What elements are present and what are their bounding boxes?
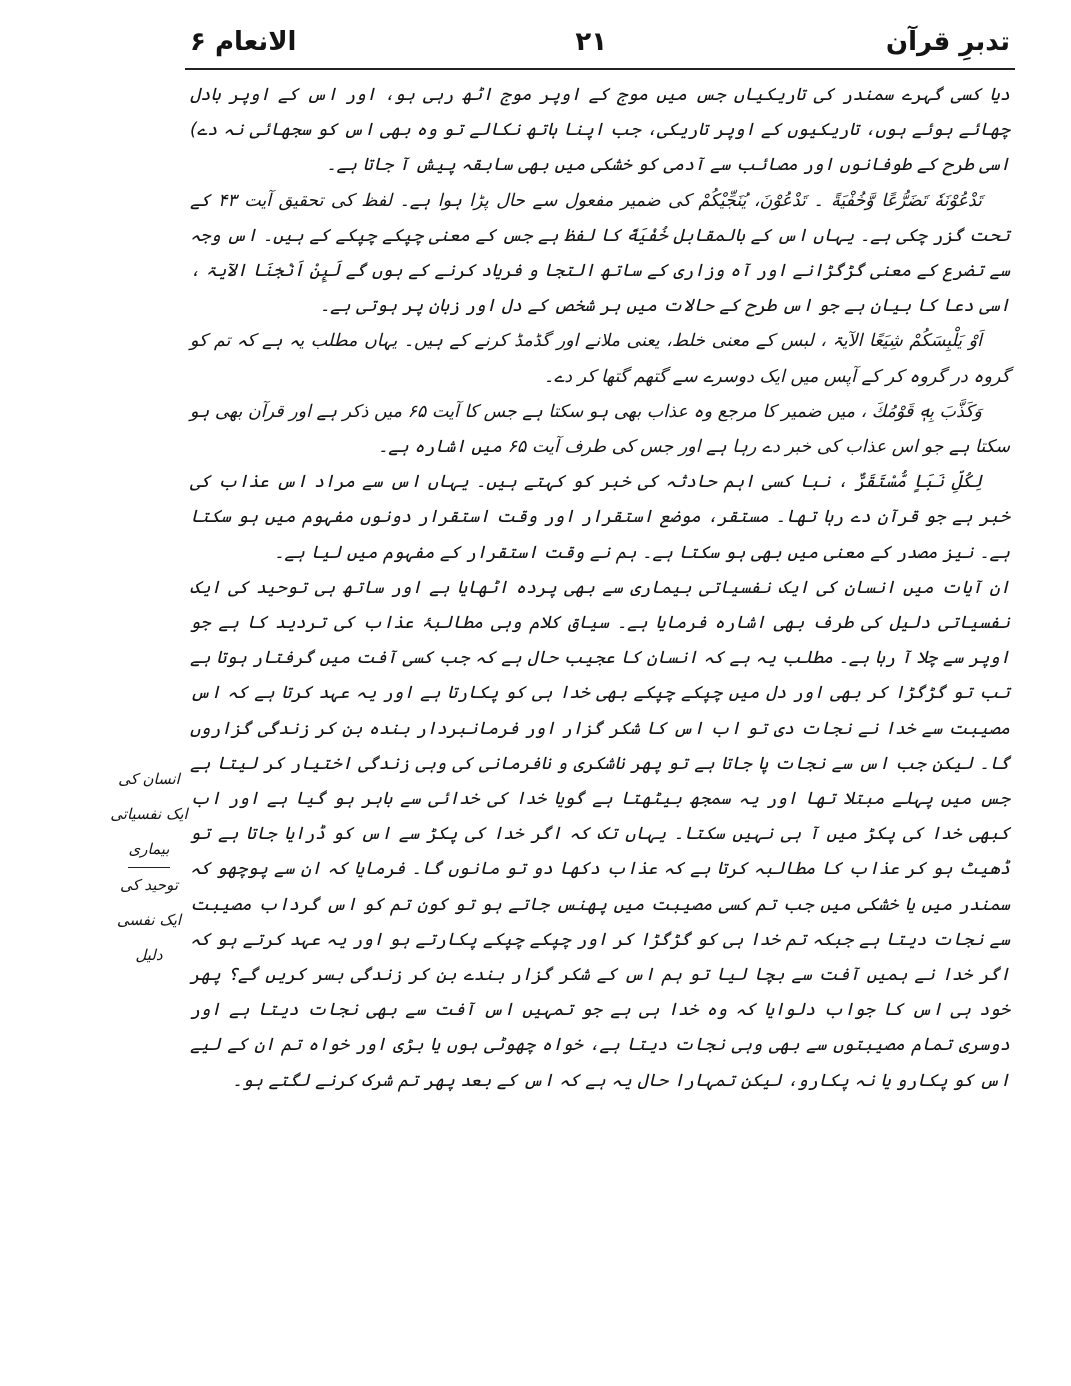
body-text	[190, 78, 1010, 1099]
margin-notes	[108, 762, 190, 973]
paragraph: لِكُلِّ نَبَاٍ مُّسْتَقَرٌّ ، نبا کسی اہم حادثہ کی خبر کو کہتے ہیں۔ یہاں اس سے مراد اس عذاب کی خبر ہے جو قرآن دے رہا تھا۔ مستقر، موضع استقرار اور وقت استقرار دونوں مفہوم میں ہو سکتا ہے۔ نیز مصدر کے معنی میں بھی ہو سکتا ہے۔ ہم نے وقت استقرار کے مفہوم میں لیا ہے۔	[190, 472, 1010, 563]
paragraph: دیا کسی گہرے سمندر کی تاریکیاں جس میں موج کے اوپر موج اٹھ رہی ہو، اور اس کے اوپر بادل چھائے ہوئے ہوں، تاریکیوں کے اوپر تاریکی، جب اپنا ہاتھ نکالے تو وہ بھی اس کو سجھائی نہ دے) اسی طرح کے طوفانوں اور مصائب سے آدمی کو خشکی میں بھی سابقہ پیش آ جاتا ہے۔	[190, 85, 1010, 176]
paragraph: وَكَذَّبَ بِهٖ قَوْمُكَ ، میں ضمیر کا مرجع وہ عذاب بھی ہو سکتا ہے جس کا آیت ۶۵ میں ذکر ہے اور قرآن بھی ہو سکتا ہے جو اس عذاب کی خبر دے رہا ہے اور جس کی طرف آیت ۶۵ میں اشارہ ہے۔	[189, 401, 1010, 458]
paragraph: ان آیات میں انسان کی ایک نفسیاتی بیماری سے بھی پردہ اٹھایا ہے اور ساتھ ہی توحید کی ایک نفسیاتی دلیل کی طرف بھی اشارہ فرمایا ہے۔ سیاق کلام وہی مطالبۂ عذاب کی تردید کا ہے جو اوپر سے چلا آ رہا ہے۔ مطلب یہ ہے کہ انسان کا عجیب حال ہے کہ جب کسی آفت میں گرفتار ہوتا ہے تب تو گڑگڑا کر بھی اور دل میں چپکے چپکے بھی خدا ہی کو پکارتا ہے اور یہ عہد کرتا ہے کہ اس مصیبت سے خدا نے نجات دی تو اب اس کا شکر گزار اور فرمانبردار بندہ بن کر زندگی گزاروں گا۔ لیکن جب اس سے نجات پا جاتا ہے تو پھر ناشکری و نافرمانی کی وہی زندگی اختیار کر لیتا ہے جس میں پہلے مبتلا تھا اور یہ سمجھ بیٹھتا ہے گویا خدا کی خدائی سے باہر ہو گیا ہے اور اب کبھی خدا کی پکڑ میں آ ہی نہیں سکتا۔ یہاں تک کہ اگر خدا کی پکڑ سے اس کو ڈرایا جاتا ہے تو ڈھیٹ ہو کر عذاب کا مطالبہ کرتا ہے کہ عذاب دکھا دو تو مانوں گا۔ فرمایا کہ ان سے پوچھو کہ سمندر میں یا خشکی میں جب تم کسی مصیبت میں پھنس جاتے ہو تو کون تم کو اس گرداب مصیبت سے نجات دیتا ہے جبکہ تم خدا ہی کو گڑگڑا کر اور چپکے چپکے پکارتے ہو اور یہ عہد کرتے ہو کہ اگر خدا نے ہمیں آفت سے بچا لیا تو ہم اس کے شکر گزار بندے بن کر زندگی بسر کریں گے؟ پھر خود ہی اس کا جواب دلوایا کہ وہ خدا ہی ہے جو تمہیں اس آفت سے بھی نجات دیتا ہے اور دوسری تمام مصیبتوں سے بھی وہی نجات دیتا ہے، خواہ چھوٹی ہوں یا بڑی اور خواہ تم ان کے لیے اس کو پکارو یا نہ پکارو، لیکن تمہارا حال یہ ہے کہ اس کے بعد پھر تم شرک کرنے لگتے ہو۔	[190, 577, 1010, 1091]
surah-name: الانعام ۶	[190, 27, 297, 57]
margin-note: توحید کی ایک نفسی دلیل	[116, 876, 182, 964]
paragraph: تَدْعُوْنَهٗ تَضَرُّعًا وَّخُفْيَةً ۔ تَدْعُوْنَ، يُنَجِّيْكُمْ کی ضمیر مفعول سے حال پڑا ہوا ہے۔ لفظ کی تحقیق آیت ۴۳ کے تحت گزر چکی ہے۔ یہاں اس کے بالمقابل خُفْيَةً کا لفظ ہے جس کے معنی چپکے چپکے کے ہیں۔ اس وجہ سے تضرع کے معنی گڑگڑانے اور آہ وزاری کے ساتھ التجا و فریاد کرنے کے ہوں گے لَىِٕنْ اَنْجٰنَا الآیۃ ، اسی دعا کا بیان ہے جو اس طرح کے حالات میں ہر شخص کے دل اور زبان پر ہوتی ہے۔	[190, 190, 1010, 317]
margin-note: انسان کی ایک نفسیاتی بیماری	[110, 770, 188, 858]
header-rule	[185, 68, 1015, 70]
running-header	[190, 14, 1010, 70]
paragraph: اَوْ يَلْبِسَكُمْ شِيَعًا الآیۃ ، لبس کے معنی خلط، یعنی ملانے اور گڈمڈ کرنے کے ہیں۔ یہاں مطلب یہ ہے کہ تم کو گروہ در گروہ کر کے آپس میں ایک دوسرے سے گتھم گتھا کر دے۔	[190, 331, 1010, 387]
page-number: ۲۱	[575, 27, 608, 57]
book-title: تدبرِ قرآن	[885, 27, 1010, 57]
